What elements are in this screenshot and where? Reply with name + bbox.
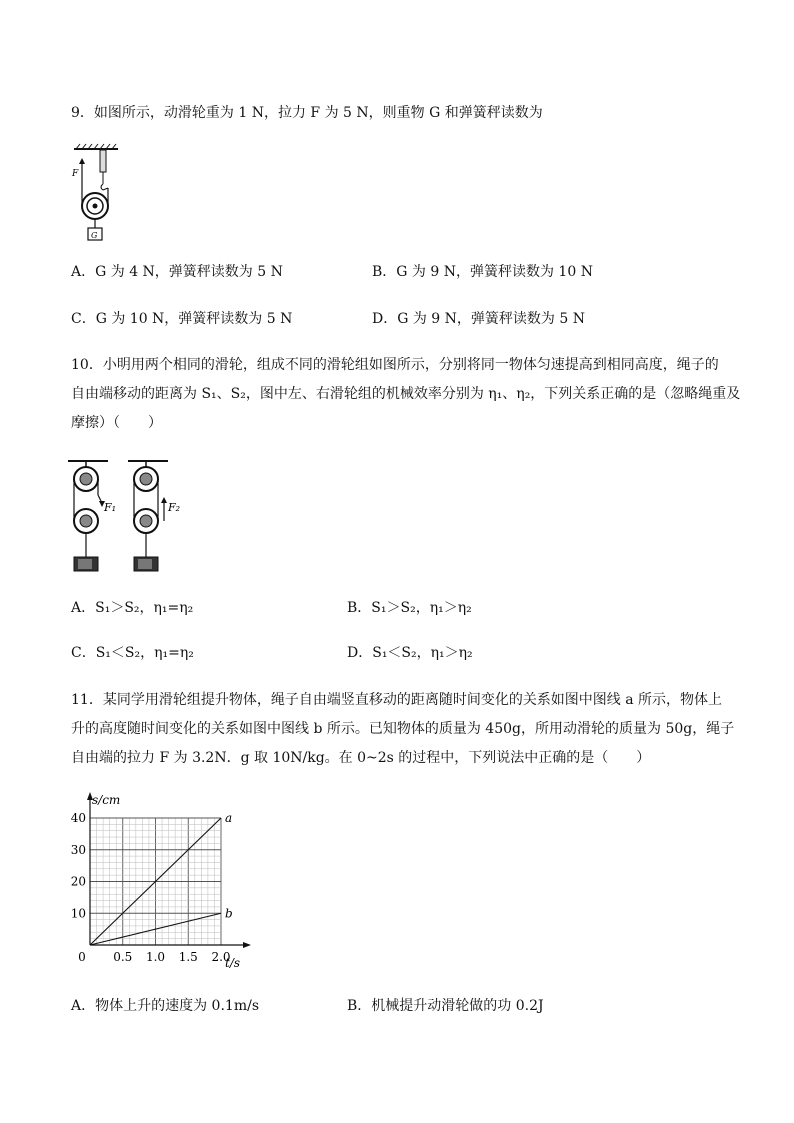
q10-option-d[interactable]: D．S₁＜S₂，η₁＞η₂: [347, 645, 473, 661]
q11-stem-line-2: 升的高度随时间变化的关系如图中图线 b 所示。已知物体的质量为 450g，所用动滑轮的质量为 50g，绳子: [71, 721, 735, 737]
q11-option-b[interactable]: B．机械提升动滑轮做的功 0.2J: [347, 998, 544, 1014]
q9-option-b[interactable]: B．G 为 9 N，弹簧秤读数为 10 N: [372, 264, 593, 280]
q11-stem-line-3: 自由端的拉力 F 为 3.2N．g 取 10N/kg。在 0~2s 的过程中，下列说法中正确的是（ ）: [71, 750, 651, 766]
y-tick-label: 30: [70, 842, 86, 857]
x-tick-label: 2.0: [211, 950, 231, 964]
x-tick-label: 1.0: [145, 950, 166, 964]
y-tick-label: 40: [70, 811, 86, 825]
x-axis-label: t/s: [225, 956, 241, 970]
series-label-b: b: [225, 906, 233, 921]
q10-label-f2: F₂: [168, 501, 181, 514]
q10-pulley-figure: [64, 455, 194, 577]
q10-option-c[interactable]: C．S₁＜S₂，η₁=η₂: [71, 645, 194, 661]
x-tick-label: 0.5: [113, 950, 133, 964]
x-tick-label: 0: [78, 950, 86, 964]
q11-option-a[interactable]: A．物体上升的速度为 0.1m/s: [71, 998, 260, 1014]
q9-stem: 9．如图所示，动滑轮重为 1 N，拉力 F 为 5 N，则重物 G 和弹簧秤读数为: [71, 105, 543, 121]
q11-stem-line-1: 11．某同学用滑轮组提升物体，绳子自由端竖直移动的距离随时间变化的关系如图中图线 a 所示，物体上: [71, 692, 723, 708]
series-label-a: a: [225, 811, 233, 825]
q9-option-c[interactable]: C．G 为 10 N，弹簧秤读数为 5 N: [71, 311, 293, 327]
q10-option-b[interactable]: B．S₁＞S₂，η₁＞η₂: [347, 600, 472, 616]
y-tick-label: 20: [70, 874, 86, 889]
y-axis-label: s/cm: [92, 793, 121, 807]
q9-label-g: G: [91, 231, 98, 240]
x-axis-arrow: [243, 942, 251, 948]
q9-label-f: F: [72, 169, 79, 179]
q10-stem-line-1: 10．小明用两个相同的滑轮，组成不同的滑轮组如图所示，分别将同一物体匀速提高到相同高度，绳子的: [71, 357, 719, 373]
q9-pulley-figure: [66, 140, 126, 244]
q10-option-a[interactable]: A．S₁＞S₂，η₁=η₂: [71, 600, 194, 616]
q9-option-d[interactable]: D．G 为 9 N，弹簧秤读数为 5 N: [372, 311, 585, 327]
q11-distance-time-chart: [60, 790, 260, 975]
q10-stem-line-3: 摩擦）（ ）: [71, 415, 162, 431]
x-tick-label: 1.5: [178, 950, 198, 964]
q10-label-f1: F₁: [104, 501, 117, 514]
y-tick-label: 10: [70, 906, 86, 921]
q9-option-a[interactable]: A．G 为 4 N，弹簧秤读数为 5 N: [71, 264, 283, 280]
q10-stem-line-2: 自由端移动的距离为 S₁、S₂，图中左、右滑轮组的机械效率分别为 η₁、η₂，下列关系正确的是（忽略绳重及: [71, 386, 741, 402]
